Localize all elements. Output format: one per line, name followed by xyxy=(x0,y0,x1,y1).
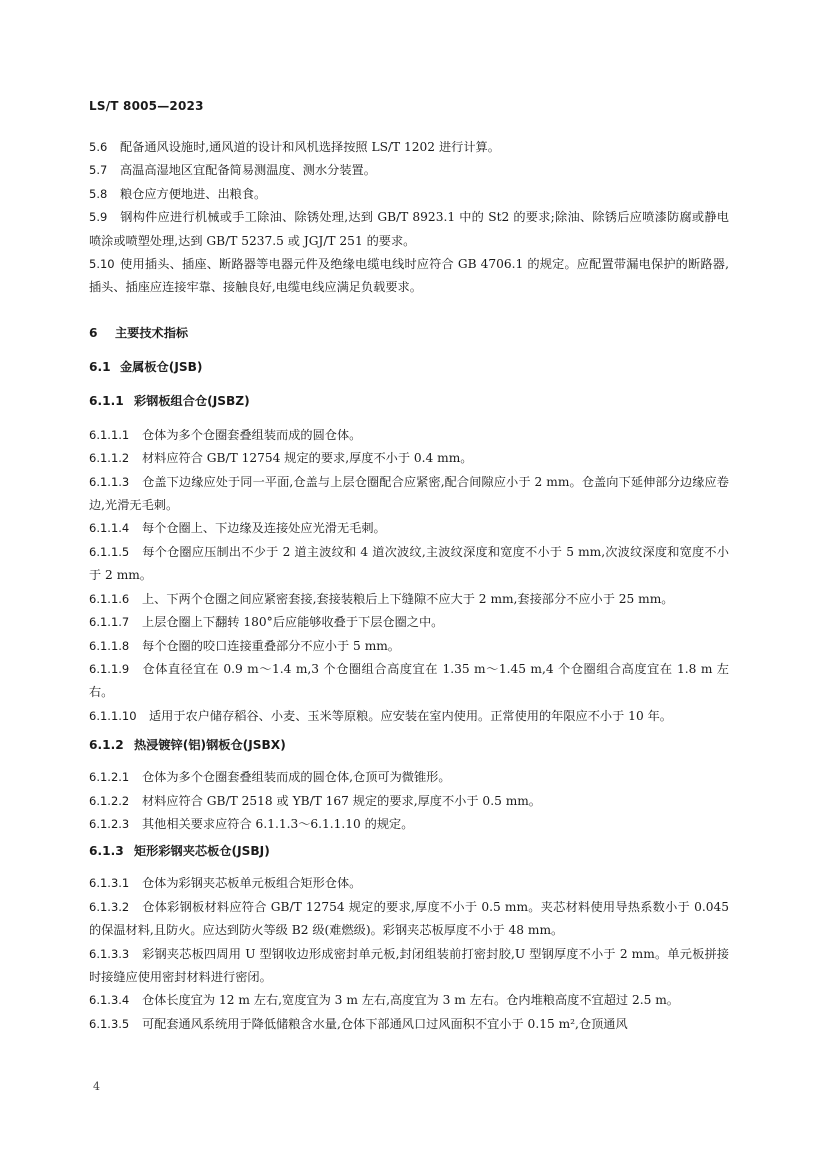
clause-text: 使用插头、插座、断路器等电器元件及绝缘电缆电线时应符合 GB 4706.1 的规定。应配置带漏电保护的断路器,插头、插座应连接牢靠、接触良好,电缆电线应满足负载要求。 xyxy=(89,257,729,295)
clause-6-1-1-1 xyxy=(89,424,729,447)
clause-text: 配备通风设施时,通风道的设计和风机选择按照 LS/T 1202 进行计算。 xyxy=(120,140,500,154)
clause-number: 5.9 xyxy=(89,210,108,225)
clause-6-1-3-1 xyxy=(89,872,729,895)
clause-6-1-1-9 xyxy=(89,658,729,705)
clause-6-1-3-5 xyxy=(89,1013,729,1036)
section-title: 金属板仓(JSB) xyxy=(120,359,203,374)
chapter-heading xyxy=(89,322,729,344)
clause-6-1-2-1 xyxy=(89,766,729,789)
clause-number: 6.1.3.1 xyxy=(89,876,130,891)
clause-text: 每个仓圈上、下边缘及连接处应光滑无毛刺。 xyxy=(142,521,386,536)
clause-number: 6.1.3.4 xyxy=(89,993,130,1008)
clause-6-1-2-2 xyxy=(89,790,729,813)
clause-6-1-1-8 xyxy=(89,635,729,658)
section-number: 6.1 xyxy=(89,359,111,374)
clause-text: 材料应符合 GB/T 12754 规定的要求,厚度不小于 0.4 mm。 xyxy=(142,451,473,466)
clause-6-1-1-7 xyxy=(89,611,729,634)
section-title: 彩钢板组合仓(JSBZ) xyxy=(134,393,250,408)
clause-5-10 xyxy=(89,253,729,300)
section-heading-6-1 xyxy=(89,356,729,378)
clause-number: 6.1.2.1 xyxy=(89,770,130,785)
clause-number: 6.1.3.3 xyxy=(89,946,130,961)
clause-text: 每个仓圈应压制出不少于 2 道主波纹和 4 道次波纹,主波纹深度和宽度不小于 5 mm,次波纹深度和宽度不小于 2 mm。 xyxy=(89,544,729,583)
clause-number: 5.6 xyxy=(89,140,108,154)
clause-number: 6.1.1.6 xyxy=(89,591,130,606)
clause-6-1-2-3 xyxy=(89,813,729,836)
clause-6-1-3-4 xyxy=(89,989,729,1012)
clause-text: 仓体为多个仓圈套叠组装而成的圆仓体。 xyxy=(142,427,362,442)
clause-text: 上、下两个仓圈之间应紧密套接,套接装粮后上下缝隙不应大于 2 mm,套接部分不应小于 25 mm。 xyxy=(142,591,674,606)
clause-number: 6.1.3.5 xyxy=(89,1016,130,1031)
clause-number: 6.1.1.8 xyxy=(89,638,130,653)
clause-text: 适用于农户储存稻谷、小麦、玉米等原粮。应安装在室内使用。正常使用的年限应不小于 10 年。 xyxy=(149,708,672,723)
clause-text: 仓体彩钢板材料应符合 GB/T 12754 规定的要求,厚度不小于 0.5 mm。夹芯材料使用导热系数小于 0.045 的保温材料,且防火。应达到防火等级 B2 级(难燃级)。彩钢夹芯板厚度不小于 48 mm。 xyxy=(89,899,729,938)
clause-number: 6.1.2.2 xyxy=(89,793,130,808)
chapter-number: 6 xyxy=(89,325,98,340)
clause-number: 6.1.1.10 xyxy=(89,708,137,723)
clause-5-9 xyxy=(89,206,729,253)
page-content xyxy=(89,136,729,1036)
clause-6-1-1-3 xyxy=(89,471,729,518)
clause-6-1-1-4 xyxy=(89,517,729,540)
section-heading-6-1-3 xyxy=(89,840,729,862)
clause-number: 6.1.1.4 xyxy=(89,521,130,536)
clause-6-1-3-2 xyxy=(89,896,729,943)
clause-text: 上层仓圈上下翻转 180°后应能够收叠于下层仓圈之中。 xyxy=(142,615,444,630)
clause-text: 仓盖下边缘应处于同一平面,仓盖与上层仓圈配合应紧密,配合间隙应小于 2 mm。仓盖向下延伸部分边缘应卷边,光滑无毛刺。 xyxy=(89,474,729,513)
clause-text: 其他相关要求应符合 6.1.1.3～6.1.1.10 的规定。 xyxy=(142,816,414,831)
clause-number: 6.1.1.9 xyxy=(89,661,130,676)
chapter-title: 主要技术指标 xyxy=(115,325,189,340)
section-number: 6.1.2 xyxy=(89,738,124,753)
section-title: 矩形彩钢夹芯板仓(JSBJ) xyxy=(134,844,270,859)
clause-text: 仓体为彩钢夹芯板单元板组合矩形仓体。 xyxy=(142,876,362,891)
clause-text: 仓体直径宜在 0.9 m～1.4 m,3 个仓圈组合高度宜在 1.35 m～1.45 m,4 个仓圈组合高度宜在 1.8 m 左右。 xyxy=(89,661,729,700)
clause-text: 材料应符合 GB/T 2518 或 YB/T 167 规定的要求,厚度不小于 0.5 mm。 xyxy=(142,793,541,808)
section-number: 6.1.3 xyxy=(89,844,124,859)
clause-number: 6.1.1.1 xyxy=(89,427,130,442)
standard-code: LS/T 8005—2023 xyxy=(89,99,204,113)
clause-number: 6.1.1.7 xyxy=(89,615,130,630)
section-number: 6.1.1 xyxy=(89,393,124,408)
clause-6-1-3-3 xyxy=(89,943,729,990)
clause-6-1-1-10 xyxy=(89,705,729,728)
clause-text: 彩钢夹芯板四周用 U 型钢收边形成密封单元板,封闭组装前打密封胶,U 型钢厚度不小于 2 mm。单元板拼接时接缝应使用密封材料进行密闭。 xyxy=(89,946,729,984)
clause-5-8 xyxy=(89,183,729,206)
clause-number: 6.1.1.3 xyxy=(89,474,130,489)
clause-5-7 xyxy=(89,159,729,182)
clause-6-1-1-2 xyxy=(89,447,729,470)
clause-text: 仓体为多个仓圈套叠组装而成的圆仓体,仓顶可为微锥形。 xyxy=(142,770,451,785)
clause-number: 6.1.3.2 xyxy=(89,899,130,914)
clause-5-6 xyxy=(89,136,729,159)
clause-6-1-1-6 xyxy=(89,588,729,611)
clause-number: 5.10 xyxy=(89,257,115,272)
clause-number: 6.1.2.3 xyxy=(89,816,130,831)
section-title: 热浸镀锌(铝)钢板仓(JSBX) xyxy=(134,738,286,753)
clause-text: 高温高湿地区宜配备简易测温度、测水分装置。 xyxy=(120,163,376,178)
clause-number: 5.7 xyxy=(89,163,108,178)
clause-text: 仓体长度宜为 12 m 左右,宽度宜为 3 m 左右,高度宜为 3 m 左右。仓内堆粮高度不宜超过 2.5 m。 xyxy=(142,993,679,1008)
clause-6-1-1-5 xyxy=(89,541,729,588)
section-heading-6-1-2 xyxy=(89,734,729,756)
clause-number: 5.8 xyxy=(89,186,108,201)
section-heading-6-1-1 xyxy=(89,390,729,412)
clause-number: 6.1.1.5 xyxy=(89,544,130,559)
clause-text: 可配套通风系统用于降低储粮含水量,仓体下部通风口过风面积不宜小于 0.15 m²,仓顶通风 xyxy=(142,1016,628,1031)
page-number: 4 xyxy=(93,1080,100,1093)
clause-text: 每个仓圈的咬口连接重叠部分不应小于 5 mm。 xyxy=(142,638,400,653)
clause-number: 6.1.1.2 xyxy=(89,451,130,466)
clause-text: 钢构件应进行机械或手工除油、除锈处理,达到 GB/T 8923.1 中的 St2 的要求;除油、除锈后应喷漆防腐或静电喷涂或喷塑处理,达到 GB/T 5237.5 或 JGJ/T 251 的要求。 xyxy=(89,210,729,248)
clause-text: 粮仓应方便地进、出粮食。 xyxy=(120,186,267,201)
